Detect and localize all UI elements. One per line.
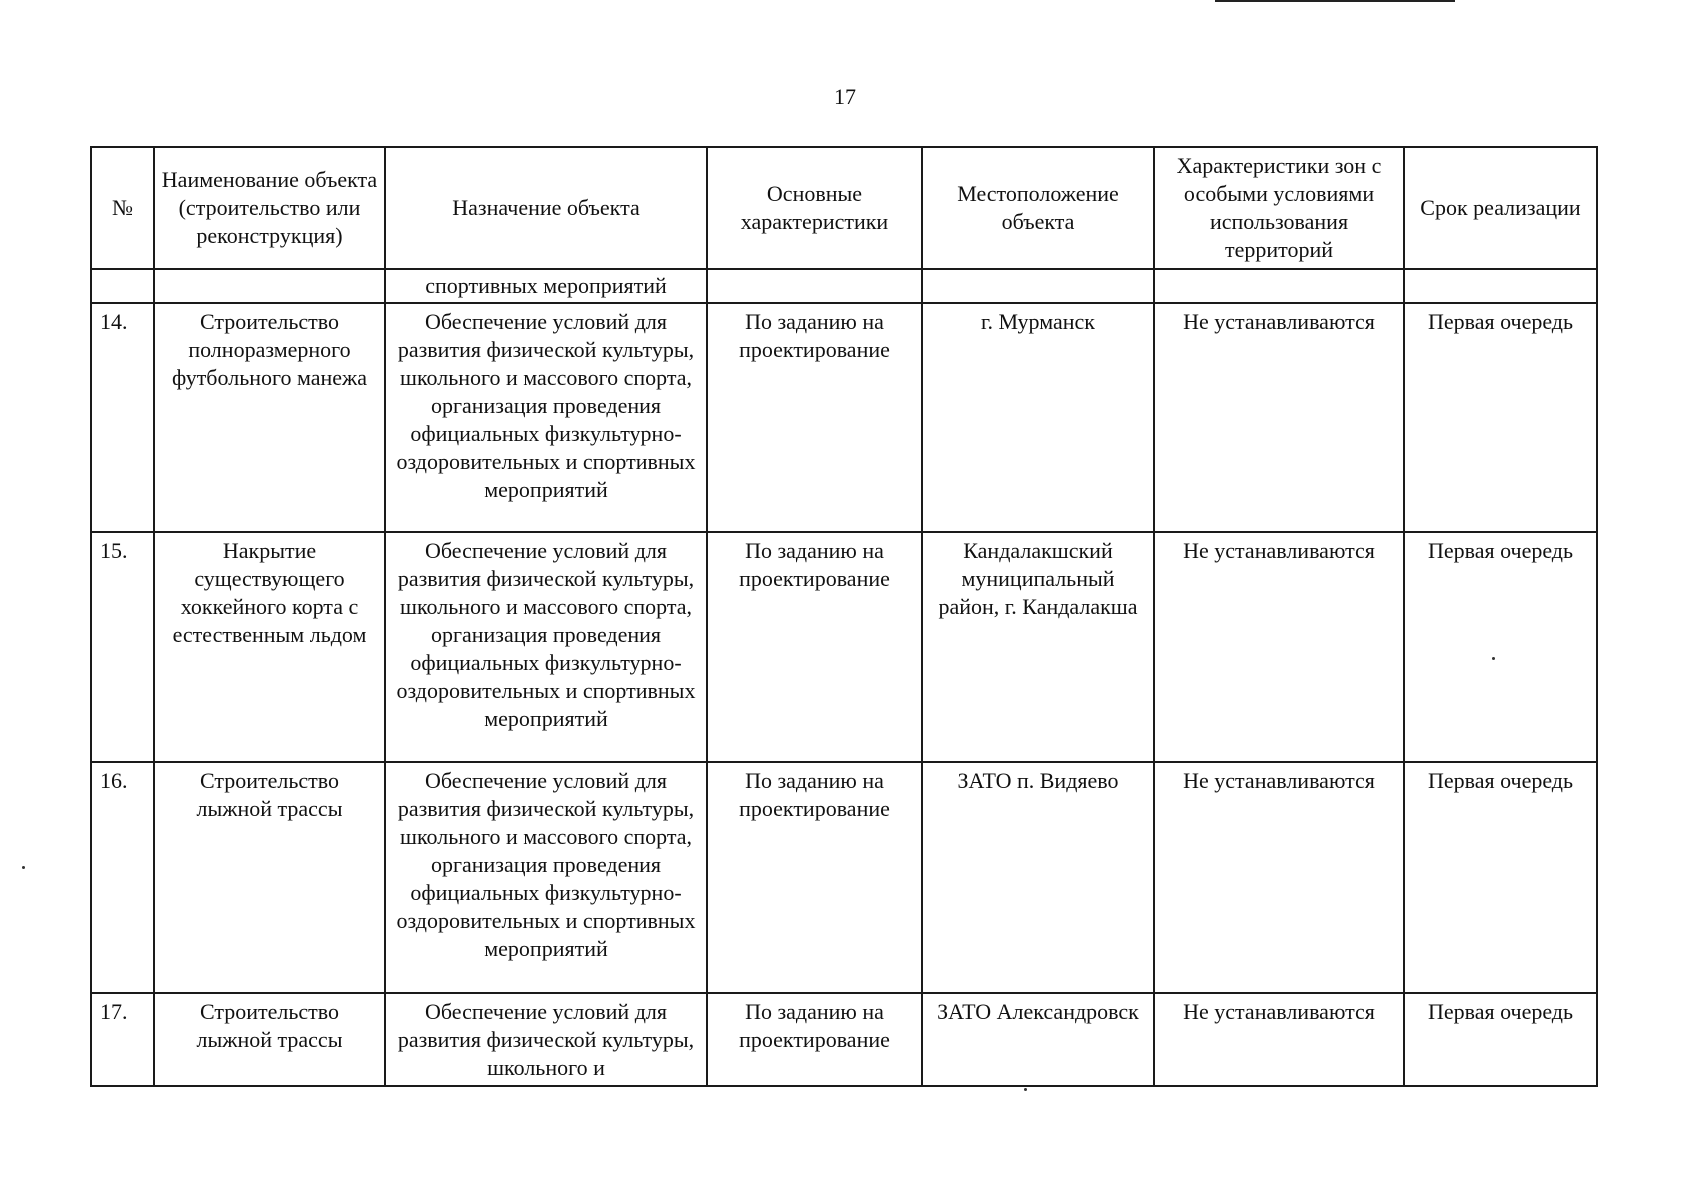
cell-location: г. Мурманск <box>922 303 1154 532</box>
table-row <box>91 762 1597 993</box>
header-zones: Характеристики зон с особыми условиями использования территорий <box>1154 147 1404 269</box>
cell-purpose: Обеспечение условий для развития физической культуры, школьного и массового спорта, организация проведения официальных физкультурно-оздоровительных и спортивных мероприятий <box>385 532 707 762</box>
cell-num: 17. <box>91 993 154 1086</box>
header-purpose: Назначение объекта <box>385 147 707 269</box>
cell-zones: Не устанавливаются <box>1154 303 1404 532</box>
header-location: Местоположение объекта <box>922 147 1154 269</box>
cell-num: 16. <box>91 762 154 993</box>
cell-name: Строительство лыжной трассы <box>154 993 385 1086</box>
cell-characteristics: По заданию на проектирование <box>707 762 922 993</box>
cell-location: Кандалакшский муниципальный район, г. Кандалакша <box>922 532 1154 762</box>
cell-purpose: спортивных мероприятий <box>385 269 707 303</box>
cell-term: Первая очередь <box>1404 303 1597 532</box>
cell-zones: Не устанавливаются <box>1154 993 1404 1086</box>
cell-purpose: Обеспечение условий для развития физической культуры, школьного и массового спорта, организация проведения официальных физкультурно-оздоровительных и спортивных мероприятий <box>385 303 707 532</box>
header-characteristics: Основные характеристики <box>707 147 922 269</box>
cell-characteristics <box>707 269 922 303</box>
top-rule <box>1215 0 1455 2</box>
cell-name: Строительство полноразмерного футбольного манежа <box>154 303 385 532</box>
header-num: № <box>91 147 154 269</box>
cell-location: ЗАТО Александровск <box>922 993 1154 1086</box>
cell-name: Накрытие существующего хоккейного корта с естественным льдом <box>154 532 385 762</box>
cell-location <box>922 269 1154 303</box>
cell-term: Первая очередь <box>1404 532 1597 762</box>
table-row <box>91 303 1597 532</box>
objects-table <box>90 146 1598 1087</box>
cell-purpose: Обеспечение условий для развития физической культуры, школьного и массового спорта, организация проведения официальных физкультурно-оздоровительных и спортивных мероприятий <box>385 762 707 993</box>
header-name: Наименование объекта (строительство или реконструкция) <box>154 147 385 269</box>
cell-term: Первая очередь <box>1404 993 1597 1086</box>
cell-num: 14. <box>91 303 154 532</box>
cell-term: Первая очередь <box>1404 762 1597 993</box>
cell-name: Строительство лыжной трассы <box>154 762 385 993</box>
table-row <box>91 993 1597 1086</box>
cell-name <box>154 269 385 303</box>
cell-term <box>1404 269 1597 303</box>
page-number: 17 <box>834 84 856 109</box>
cell-num: 15. <box>91 532 154 762</box>
continuation-row <box>91 269 1597 303</box>
cell-purpose: Обеспечение условий для развития физической культуры, школьного и <box>385 993 707 1086</box>
cell-location: ЗАТО п. Видяево <box>922 762 1154 993</box>
scan-speck <box>22 866 25 869</box>
cell-zones: Не устанавливаются <box>1154 532 1404 762</box>
cell-characteristics: По заданию на проектирование <box>707 303 922 532</box>
cell-num <box>91 269 154 303</box>
table-row <box>91 532 1597 762</box>
header-term: Срок реализации <box>1404 147 1597 269</box>
table-header-row <box>91 147 1597 269</box>
cell-characteristics: По заданию на проектирование <box>707 532 922 762</box>
cell-characteristics: По заданию на проектирование <box>707 993 922 1086</box>
cell-zones <box>1154 269 1404 303</box>
cell-zones: Не устанавливаются <box>1154 762 1404 993</box>
scan-speck <box>1024 1088 1027 1091</box>
